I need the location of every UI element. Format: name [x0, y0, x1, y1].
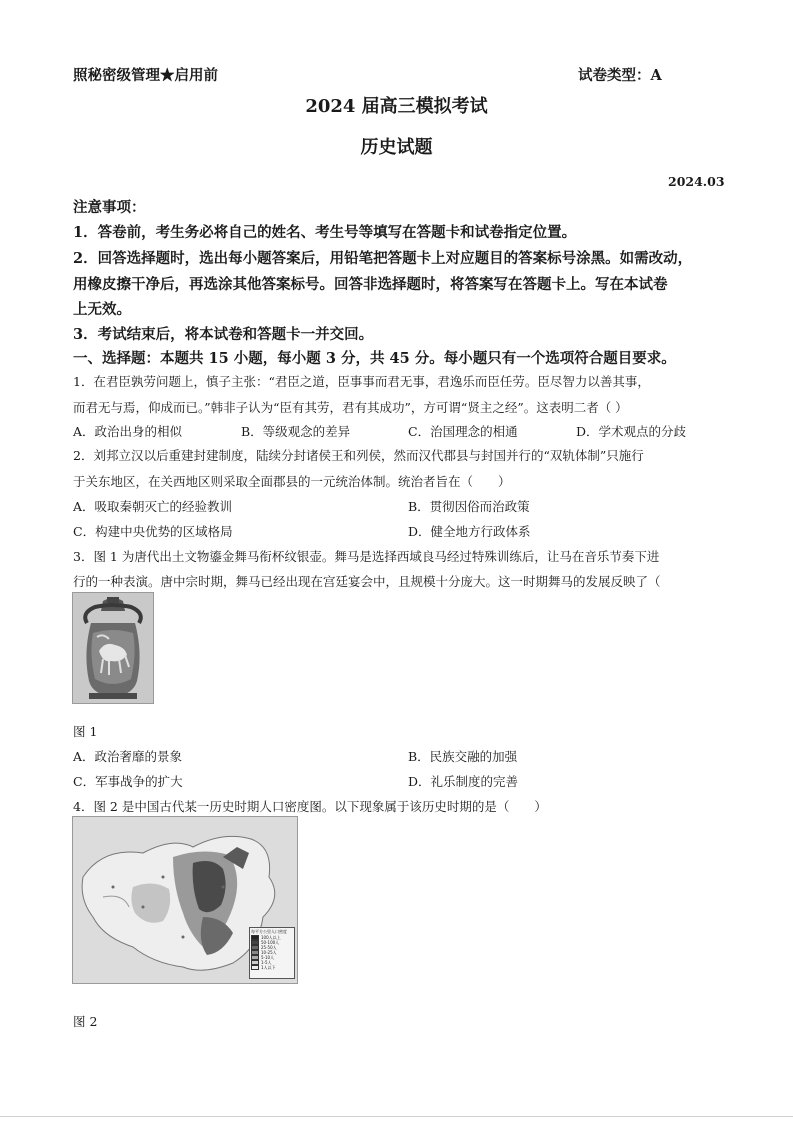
question-1-line: 而君无与焉，仰成而已。”韩非子认为“臣有其劳，君有其成功”，方可谓“贤主之经”。这表明二者（ ）: [73, 400, 628, 415]
q3-option-d: D．礼乐制度的完善: [408, 774, 519, 789]
figure-2-label: 图 2: [73, 1014, 98, 1029]
q2-option-d: D．健全地方行政体系: [408, 524, 531, 539]
q2-option-b: B．贯彻因俗而治政策: [408, 499, 530, 514]
legend-label: 5-10人: [261, 955, 275, 960]
exam-date: 2024.03: [668, 174, 725, 189]
question-1-line: 1．在君臣孰劳问题上，慎子主张：“君臣之道，臣事事而君无事，君逸乐而臣任劳。臣尽智力以善其事，: [73, 374, 650, 389]
q2-option-c: C．构建中央优势的区域格局: [73, 524, 233, 539]
legend-label: 50-100人: [261, 940, 280, 945]
legend-label: 1人以下: [261, 965, 276, 970]
question-2-line: 2．刘邦立汉以后重建封建制度，陆续分封诸侯王和列侯，然而汉代郡县与封国并行的“双轨体制”只施行: [73, 448, 644, 463]
notice-item: 用橡皮擦干净后，再选涂其他答案标号。回答非选择题时，将答案写在答题卡上。写在本试卷: [73, 276, 668, 293]
q1-option-a: A．政治出身的相似: [73, 424, 183, 439]
figure-2-population-map: [72, 816, 298, 984]
q1-option-d: D．学术观点的分歧: [576, 424, 687, 439]
q1-option-c: C．治国理念的相通: [408, 424, 518, 439]
figure-1-silver-pot: [72, 592, 154, 704]
notice-heading: 注意事项：: [73, 199, 146, 216]
exam-title: 2024 届高三模拟考试: [305, 96, 488, 117]
question-4-line: 4．图 2 是中国古代某一历史时期人口密度图。以下现象属于该历史时期的是（ ）: [73, 799, 547, 814]
question-3-line: 3．图 1 为唐代出土文物鎏金舞马衔杯纹银壶。舞马是选择西域良马经过特殊训练后，让马在音乐节奏下进: [73, 549, 660, 564]
q3-option-a: A．政治奢靡的景象: [73, 749, 183, 764]
page-bottom-rule: [0, 1116, 793, 1117]
question-2-line: 于关东地区，在关西地区则采取全面郡县的一元统治体制。统治者旨在（ ）: [73, 474, 511, 489]
q2-option-a: A．吸取秦朝灭亡的经验教训: [73, 499, 233, 514]
q3-option-b: B．民族交融的加强: [408, 749, 518, 764]
notice-item: 2．回答选择题时，选出每小题答案后，用铅笔把答题卡上对应题目的答案标号涂黑。如需改动，: [73, 250, 693, 267]
legend-swatch: [251, 965, 259, 970]
notice-item: 1．答卷前，考生务必将自己的姓名、考生号等填写在答题卡和试卷指定位置。: [73, 224, 577, 241]
legend-label: 1-5人: [261, 960, 272, 965]
map-legend: [249, 927, 295, 979]
notice-item: 上无效。: [73, 301, 131, 318]
q1-option-b: B．等级观念的差异: [241, 424, 351, 439]
paper-type: 试卷类型：A: [578, 67, 662, 84]
silver-pot-illustration: [73, 593, 153, 703]
q3-option-c: C．军事战争的扩大: [73, 774, 183, 789]
legend-label: 100人以上: [261, 935, 281, 940]
section-heading: 一、选择题：本题共 15 小题，每小题 3 分，共 45 分。每小题只有一个选项符合题目要求。: [73, 350, 676, 367]
figure-1-label: 图 1: [73, 724, 98, 739]
question-3-line: 行的一种表演。唐中宗时期，舞马已经出现在宫廷宴会中，且规模十分庞大。这一时期舞马的发展反映了（: [73, 574, 661, 589]
legend-title: 每平方公里人口密度: [251, 929, 287, 934]
legend-label: 25-50人: [261, 945, 277, 950]
legend-item: [251, 965, 293, 970]
legend-label: 10-25人: [261, 950, 277, 955]
notice-item: 3．考试结束后，将本试卷和答题卡一并交回。: [73, 326, 374, 343]
confidential-label: 照秘密级管理★启用前: [73, 67, 218, 84]
subject-title: 历史试题: [360, 137, 433, 158]
